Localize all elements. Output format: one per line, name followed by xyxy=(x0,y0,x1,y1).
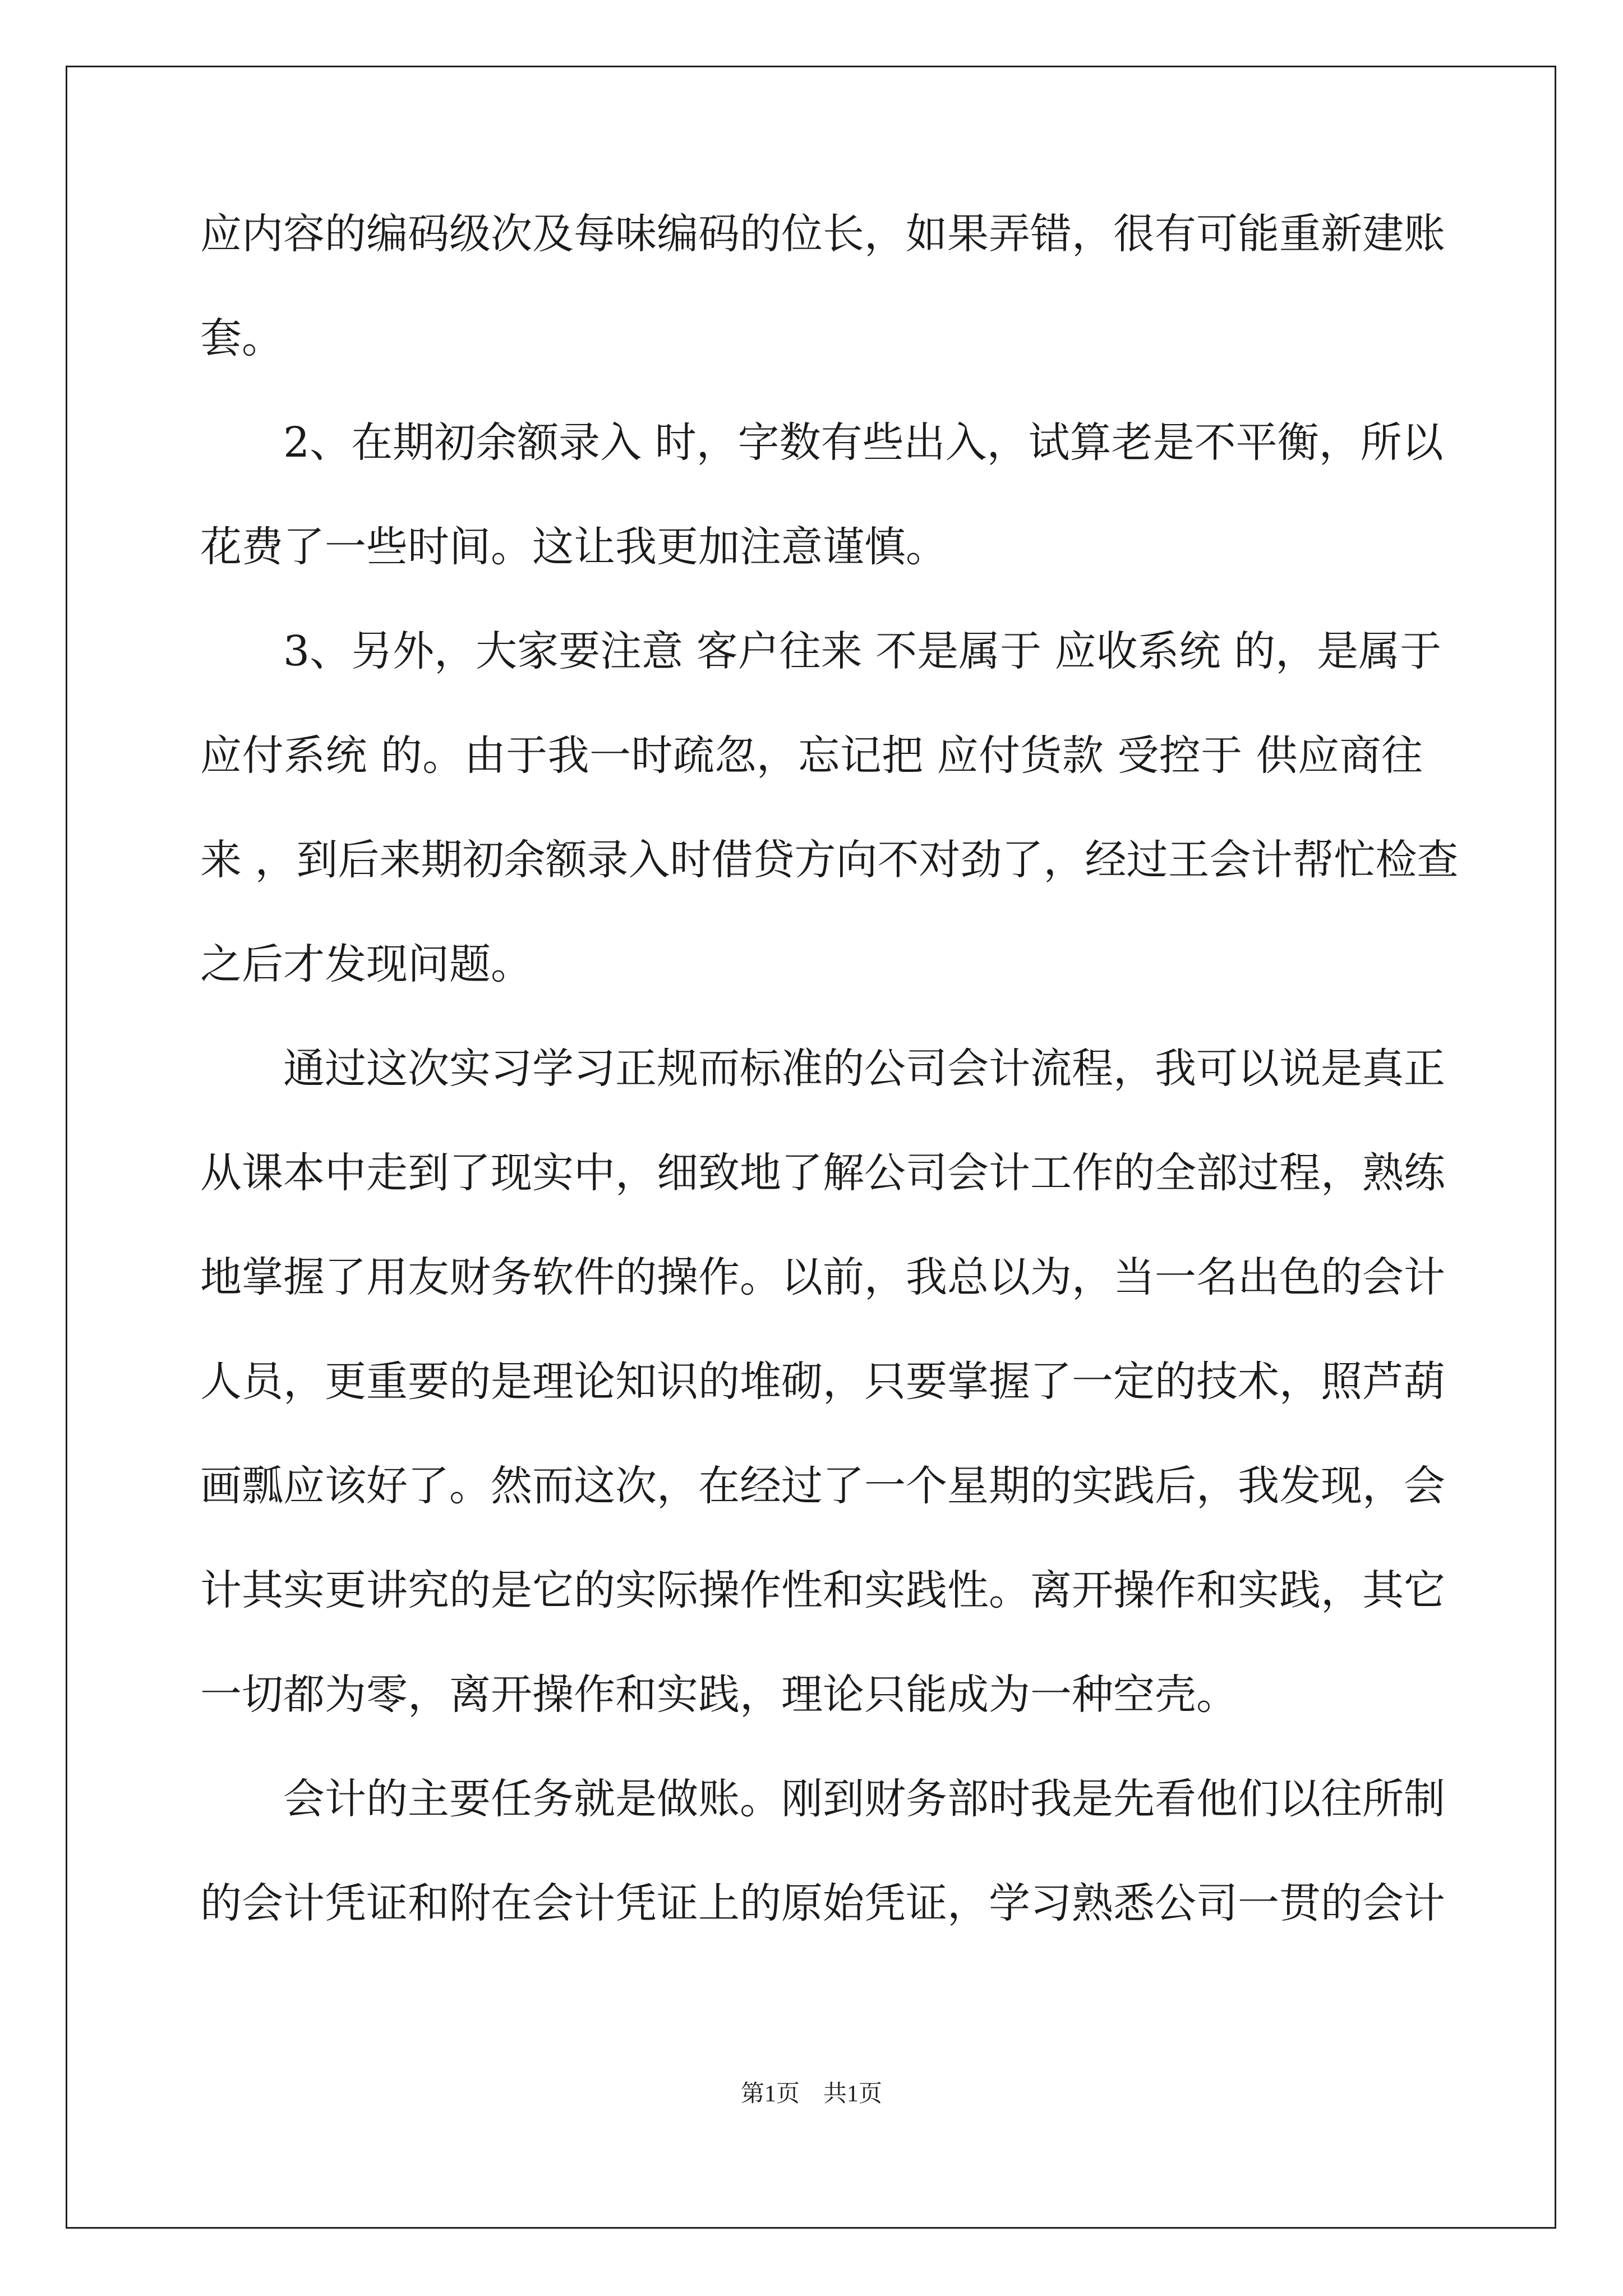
text-line: 3、另外，大家要注意 客户往来 不是属于 应收系统 的，是属于 xyxy=(283,627,1442,675)
text-line: 一切都为零，离开操作和实践，理论只能成为一种空壳。 xyxy=(200,1671,1238,1719)
text-line: 的会计凭证和附在会计凭证上的原始凭证，学习熟悉公司一贯的会计 xyxy=(200,1879,1445,1927)
text-line: 应内容的编码级次及每味编码的位长，如果弄错，很有可能重新建账 xyxy=(200,210,1445,258)
text-line: 地掌握了用友财务软件的操作。以前，我总以为，当一名出色的会计 xyxy=(200,1253,1445,1301)
text-line: 计其实更讲究的是它的实际操作性和实践性。离开操作和实践，其它 xyxy=(200,1566,1445,1614)
text-line: 2、在期初余额录入 时，字数有些出入，试算老是不平衡，所以 xyxy=(283,418,1444,467)
text-line: 从课本中走到了现实中，细致地了解公司会计工作的全部过程，熟练 xyxy=(200,1149,1445,1197)
text-line: 之后才发现问题。 xyxy=(200,940,532,988)
text-line: 应付系统 的。由于我一时疏忽，忘记把 应付货款 受控于 供应商往 xyxy=(200,731,1423,780)
text-line: 来 ，到后来期初余额录入时借贷方向不对劲了，经过王会计帮忙检查 xyxy=(200,836,1459,884)
text-line: 通过这次实习学习正规而标准的公司会计流程，我可以说是真正 xyxy=(283,1045,1445,1093)
text-line: 人员，更重要的是理论知识的堆砌，只要掌握了一定的技术，照芦葫 xyxy=(200,1358,1445,1406)
page-footer xyxy=(0,2077,1623,2111)
text-line: 套。 xyxy=(200,314,283,362)
text-line: 会计的主要任务就是做账。刚到财务部时我是先看他们以往所制 xyxy=(283,1775,1445,1823)
page-number-label: 第1页 共1页 xyxy=(740,2081,882,2107)
document-body xyxy=(200,208,1459,1981)
text-line: 画瓢应该好了。然而这次，在经过了一个星期的实践后，我发现，会 xyxy=(200,1462,1445,1510)
text-line: 花费了一些时间。这让我更加注意谨慎。 xyxy=(200,523,947,571)
